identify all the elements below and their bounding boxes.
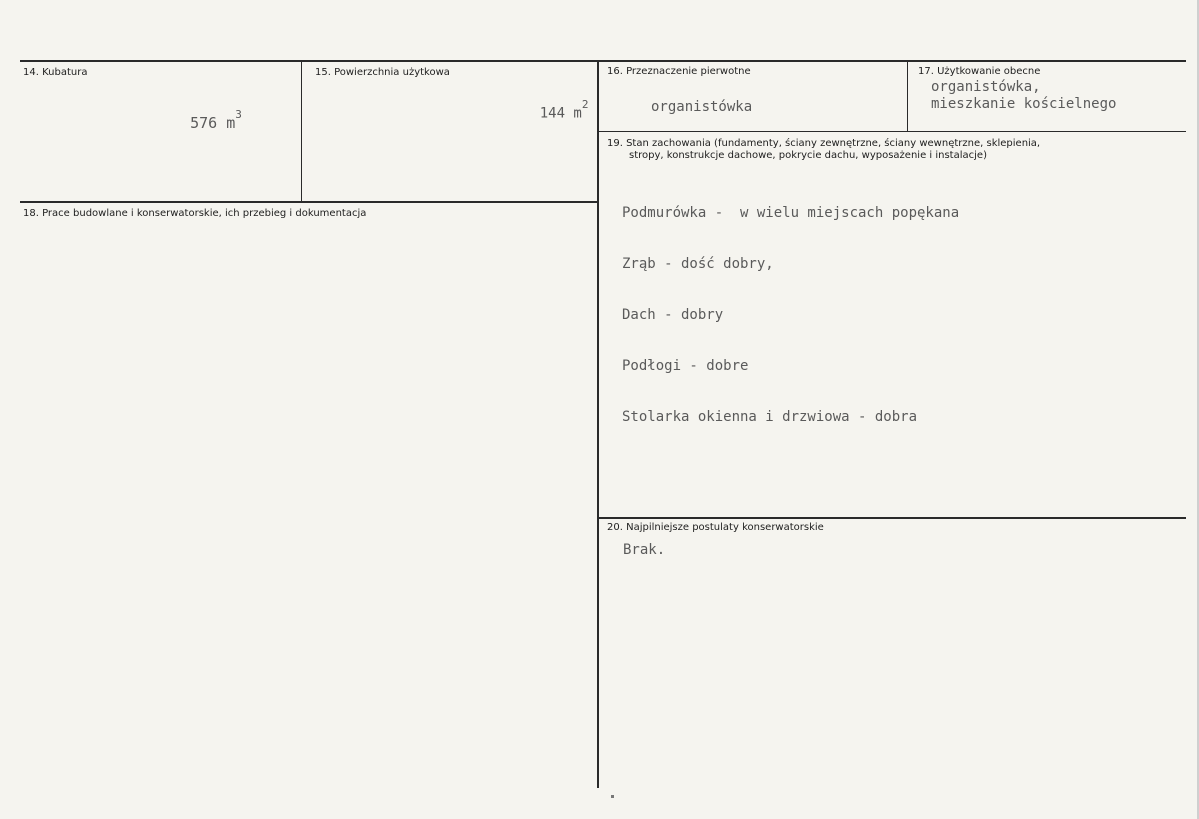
field-17-value-line1: organistówka, [931,79,1041,95]
condition-line: Zrąb - dość dobry, [622,256,774,272]
rule-under-14-15 [20,201,598,203]
divider-14-15 [301,62,302,202]
field-19-label-line1: 19. Stan zachowania (fundamenty, ściany zewnętrzne, ściany wewnętrzne, sklepienia, [607,138,1041,149]
top-rule [20,60,1186,62]
field-14-number: 576 m [190,114,236,132]
small-mark [611,795,614,798]
field-20-label: 20. Najpilniejsze postulaty konserwatorskie [607,522,824,533]
field-19-value [622,171,959,460]
field-14-value [154,93,242,149]
field-19-label-line2: stropy, konstrukcje dachowe, pokrycie dachu, wyposażenie i instalacje) [629,150,987,161]
field-14-label: 14. Kubatura [23,67,88,78]
field-17-label: 17. Użytkowanie obecne [918,66,1041,77]
field-20-value: Brak. [623,542,666,558]
center-divider [597,62,599,788]
rule-above-20 [598,517,1186,519]
field-15-value [506,83,589,140]
field-15-number: 144 m [539,105,582,122]
field-15-unit-exponent: 2 [581,98,589,111]
condition-line: Podmurówka - w wielu miejscach popękana [622,205,960,221]
field-16-label: 16. Przeznaczenie pierwotne [607,66,751,77]
condition-line: Stolarka okienna i drzwiowa - dobra [622,409,918,425]
field-18-label: 18. Prace budowlane i konserwatorskie, ich przebieg i dokumentacja [23,208,367,219]
divider-16-17 [907,62,908,132]
field-17-value-line2: mieszkanie kościelnego [931,96,1117,112]
field-16-value: organistówka [651,99,753,115]
rule-under-16-17 [598,131,1186,132]
condition-line: Dach - dobry [622,307,724,323]
field-14-unit-exponent: 3 [235,108,242,121]
field-15-label: 15. Powierzchnia użytkowa [315,67,450,78]
condition-line: Podłogi - dobre [622,358,749,374]
